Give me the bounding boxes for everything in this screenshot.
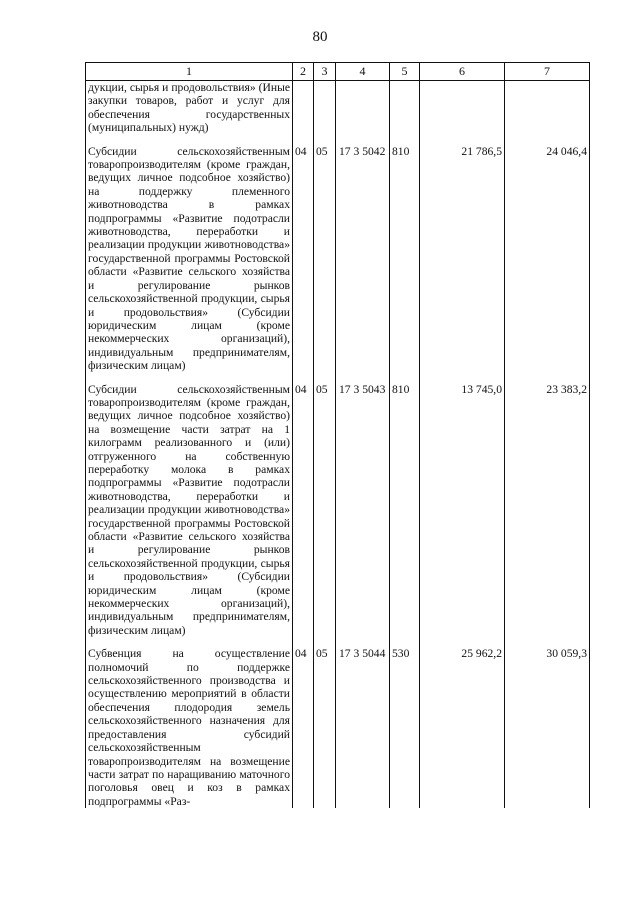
header-col-7: 7 (505, 63, 590, 81)
page-number: 80 (312, 29, 328, 45)
row-sum-1 (420, 81, 505, 135)
row-name: Субвенция на осуществление полномочий по поддержке сельскохозяйственного производства и осуществлению мероприятий в области обеспечения плодородия земель сельскохозяйственного назначения для предоставления субсидий сельскохозяйственным товаропроизводителям на возмещение части затрат по наращиванию маточного поголовья овец и коз в рамках подпрограммы «Раз- (86, 637, 293, 808)
header-col-6: 6 (420, 63, 505, 81)
header-col-1: 1 (86, 63, 293, 81)
row-vr: 530 (390, 637, 420, 808)
row-rz: 04 (293, 637, 314, 808)
row-csr: 17 3 5043 (336, 373, 390, 638)
row-rz (293, 81, 314, 135)
table-header-row (86, 63, 590, 81)
row-sum-2: 23 383,2 (505, 373, 590, 638)
row-name: Субсидии сельскохозяйственным товаропроизводителям (кроме граждан, ведущих личное подсобное хозяйство) на возмещение части затрат на 1 килограмм реализованного и (или) отгруженного на собственную переработку молока в рамках подпрограммы «Развитие подотрасли животноводства, переработки и реализации продукции животноводства» государственной программы Ростовской области «Развитие сельского хозяйства и регулирование рынков сельскохозяйственной продукции, сырья и продовольствия» (Субсидии юридическим лицам (кроме некоммерческих организаций), индивидуальным предпринимателям, физическим лицам) (86, 373, 293, 638)
header-col-2: 2 (293, 63, 314, 81)
row-rz: 04 (293, 373, 314, 638)
row-sum-2: 30 059,3 (505, 637, 590, 808)
header-col-4: 4 (336, 63, 390, 81)
row-name: Субсидии сельскохозяйственным товаропроизводителям (кроме граждан, ведущих личное подсобное хозяйство) на поддержку племенного животноводства в рамках подпрограммы «Развитие подотрасли животноводства, переработки и реализации продукции животноводства» государственной программы Ростовской области «Развитие сельского хозяйства и регулирование рынков сельскохозяйственной продукции, сырья и продовольствия» (Субсидии юридическим лицам (кроме некоммерческих организаций), индивидуальным предпринимателям, физическим лицам) (86, 135, 293, 373)
header-col-3: 3 (314, 63, 336, 81)
row-vr: 810 (390, 135, 420, 373)
row-sum-1: 25 962,2 (420, 637, 505, 808)
row-sum-1: 21 786,5 (420, 135, 505, 373)
row-pr: 05 (314, 373, 336, 638)
header-col-5: 5 (390, 63, 420, 81)
table-row (86, 637, 590, 808)
row-name: дукции, сырья и продовольствия» (Иные закупки товаров, работ и услуг для обеспечения государственных (муниципальных) нужд) (86, 81, 293, 135)
row-pr: 05 (314, 135, 336, 373)
row-pr: 05 (314, 637, 336, 808)
row-vr (390, 81, 420, 135)
row-csr: 17 3 5042 (336, 135, 390, 373)
row-vr: 810 (390, 373, 420, 638)
row-sum-2 (505, 81, 590, 135)
table-row (86, 135, 590, 373)
row-csr: 17 3 5044 (336, 637, 390, 808)
table-row (86, 373, 590, 638)
row-pr (314, 81, 336, 135)
row-csr (336, 81, 390, 135)
table-row (86, 81, 590, 135)
row-sum-1: 13 745,0 (420, 373, 505, 638)
row-sum-2: 24 046,4 (505, 135, 590, 373)
row-rz: 04 (293, 135, 314, 373)
budget-table (85, 62, 590, 808)
